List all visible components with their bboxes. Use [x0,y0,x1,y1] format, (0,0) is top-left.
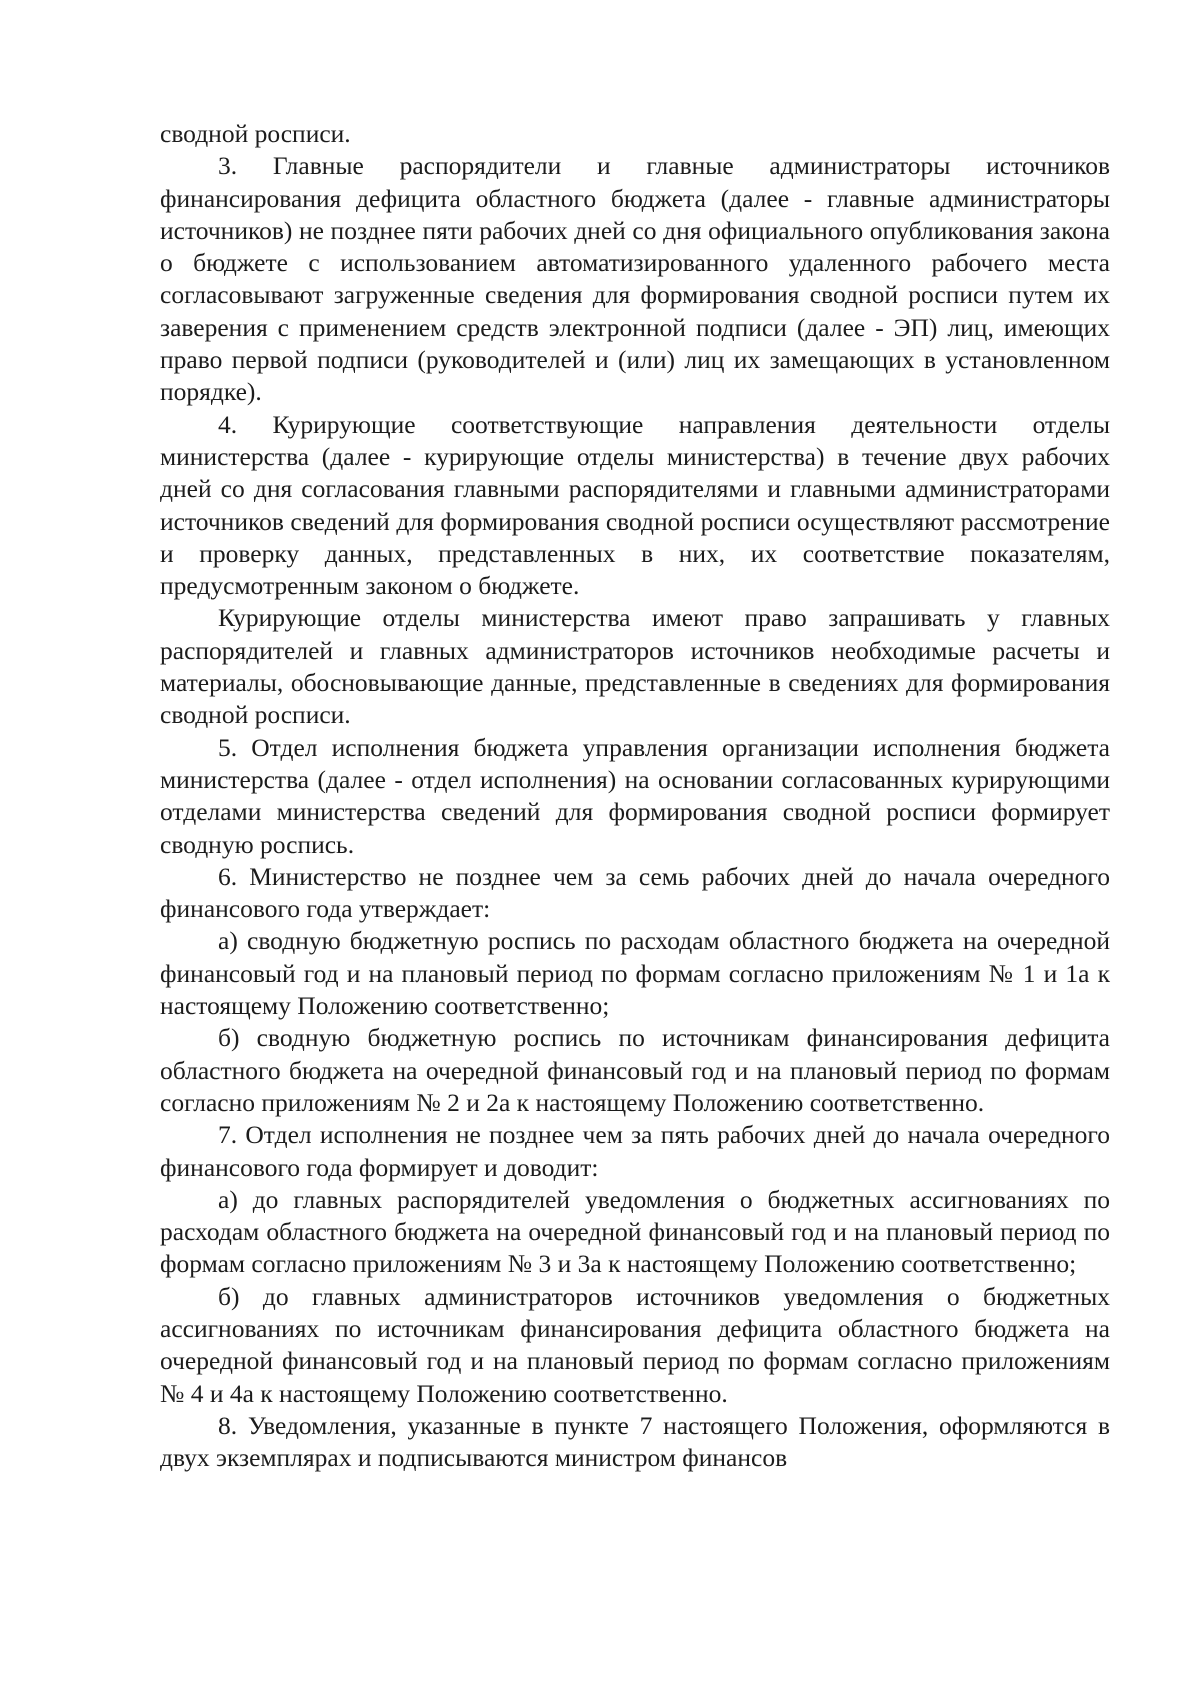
paragraph-item-6b: б) сводную бюджетную роспись по источникам финансирования дефицита областного бюджета на очередной финансовый год и на плановый период по формам согласно приложениям № 2 и 2а к настоящему Положению соответственно. [160,1023,1110,1117]
paragraph-continuation: сводной росписи. [160,119,351,148]
paragraph-item-6a: а) сводную бюджетную роспись по расходам областного бюджета на очередной финансовый год и на плановый период по формам согласно приложениям № 1 и 1а к настоящему Положению соответственно; [160,926,1110,1021]
paragraph-item-7b: б) до главных администраторов источников уведомления о бюджетных ассигнованиях по источникам финансирования дефицита областного бюджета на очередной финансовый год и на плановый период по формам согласно приложениям № 4 и 4а к настоящему Положению соответственно. [160,1281,1110,1408]
paragraph-item-7a: а) до главных распорядителей уведомления о бюджетных ассигнованиях по расходам областного бюджета на очередной финансовый год и на плановый период по формам согласно приложениям № 3 и 3а к настоящему Положению соответственно; [160,1184,1110,1279]
paragraph-item-4-continuation: Курирующие отделы министерства имеют право запрашивать у главных распорядителей и главных администраторов источников необходимые расчеты и материалы, обосновывающие данные, представленные в сведениях для формирования сводной росписи. [160,603,1110,730]
paragraph-item-3: 3. Главные распорядители и главные администраторы источников финансирования дефицита областного бюджета (далее - главные администраторы источников) не позднее пяти рабочих дней со дня официального опубликования закона о бюджете с использованием автоматизированного удаленного рабочего места согласовывают загруженные сведения для формирования сводной росписи путем их заверения с применением средств электронной подписи (далее - ЭП) лиц, имеющих право первой подписи (руководителей и (или) лиц их замещающих в установленном порядке). [160,151,1110,407]
document-page [160,118,1110,1474]
paragraph-item-4: 4. Курирующие соответствующие направления деятельности отделы министерства (далее - курирующие отделы министерства) в течение двух рабочих дней со дня согласования главными распорядителями и главными администраторами источников сведений для формирования сводной росписи осуществляют рассмотрение и проверку данных, представленных в них, их соответствие показателям, предусмотренным законом о бюджете. [160,409,1110,601]
paragraph-item-5: 5. Отдел исполнения бюджета управления организации исполнения бюджета министерства (далее - отдел исполнения) на основании согласованных курирующими отделами министерства сведений для формирования сводной росписи формирует сводную роспись. [160,732,1110,859]
paragraph-item-8: 8. Уведомления, указанные в пункте 7 настоящего Положения, оформляются в двух экземплярах и подписываются министром финансов [160,1410,1110,1473]
paragraph-item-6: 6. Министерство не позднее чем за семь рабочих дней до начала очередного финансового года утверждает: [160,861,1110,924]
paragraph-item-7: 7. Отдел исполнения не позднее чем за пять рабочих дней до начала очередного финансового года формирует и доводит: [160,1120,1110,1182]
